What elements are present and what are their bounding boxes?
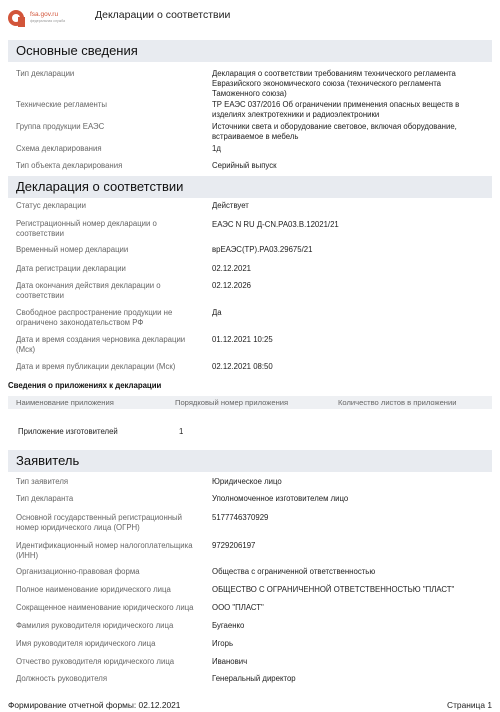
attachments-heading: Сведения о приложениях к декларации — [8, 381, 162, 390]
value-product-group: Источники света и оборудование световое, включая оборудование, встраиваемое в мебель — [212, 122, 457, 141]
label-short-name: Сокращенное наименование юридического лица — [16, 603, 194, 612]
value-applicant-type: Юридическое лицо — [212, 477, 282, 486]
value-published: 02.12.2021 08:50 — [212, 362, 273, 371]
label-head-surname: Фамилия руководителя юридического лица — [16, 621, 174, 630]
value-head-patronymic: Иванович — [212, 657, 248, 666]
value-reg-date: 02.12.2021 — [212, 264, 252, 273]
value-declaration-type: Декларация о соответствии требованиям технического регламента Евразийского экономического союза (технического регламента Таможенного союза) — [212, 69, 456, 98]
attachment-name: Приложение изготовителей — [18, 427, 118, 436]
label-applicant-type: Тип заявителя — [16, 477, 69, 486]
value-legal-form: Общества с ограниченной ответственностью — [212, 567, 376, 576]
report-generated-date: Формирование отчетной формы: 02.12.2021 — [8, 700, 181, 710]
label-free-distribution: Свободное распространение продукции не ограничено законодательством РФ — [16, 308, 173, 327]
value-tech-regulations: ТР ЕАЭС 037/2016 Об ограничении применения опасных веществ в изделиях электротехники и радиоэлектроники — [212, 100, 460, 119]
label-head-position: Должность руководителя — [16, 674, 108, 683]
value-short-name: ООО "ПЛАСТ" — [212, 603, 264, 612]
section-basic-heading: Основные сведения — [16, 43, 138, 58]
value-inn: 9729206197 — [212, 541, 256, 550]
value-head-surname: Бугаенко — [212, 621, 245, 630]
fsa-logo[interactable] — [6, 6, 86, 32]
page-number: Страница 1 — [447, 700, 492, 710]
value-status: Действует — [212, 201, 249, 210]
label-head-name: Имя руководителя юридического лица — [16, 639, 156, 648]
label-temp-number: Временный номер декларации — [16, 245, 129, 254]
logo-text: fsa.gov.ru — [30, 11, 59, 18]
label-scheme: Схема декларирования — [16, 144, 102, 153]
value-object-type: Серийный выпуск — [212, 161, 277, 170]
value-reg-number: ЕАЭС N RU Д-CN.РА03.В.12021/21 — [212, 220, 339, 229]
label-declaration-type: Тип декларации — [16, 69, 75, 78]
document-title: Декларации о соответствии — [95, 9, 231, 21]
label-reg-number: Регистрационный номер декларации о соответствии — [16, 219, 157, 238]
section-applicant — [8, 450, 492, 472]
value-full-name: ОБЩЕСТВО С ОГРАНИЧЕННОЙ ОТВЕТСТВЕННОСТЬЮ "ПЛАСТ" — [212, 585, 455, 594]
value-scheme: 1д — [212, 144, 221, 153]
column-header-name: Наименование приложения — [16, 398, 114, 407]
attachment-number: 1 — [179, 427, 184, 436]
label-legal-form: Организационно-правовая форма — [16, 567, 140, 576]
value-free-distribution: Да — [212, 308, 222, 317]
label-object-type: Тип объекта декларирования — [16, 161, 123, 170]
value-temp-number: врЕАЭС(TP).PA03.29675/21 — [212, 245, 313, 254]
label-ogrn: Основной государственный регистрационный номер юридического лица (ОГРН) — [16, 513, 183, 532]
label-inn: Идентификационный номер налогоплательщика (ИНН) — [16, 541, 193, 560]
label-full-name: Полное наименование юридического лица — [16, 585, 171, 594]
label-draft-created: Дата и время создания черновика декларации (Мск) — [16, 335, 186, 354]
logo-subtext: федеральная служба — [30, 19, 66, 23]
label-product-group: Группа продукции ЕАЭС — [16, 122, 105, 131]
column-header-sheets: Количество листов в приложении — [338, 398, 457, 407]
column-header-number: Порядковый номер приложения — [175, 398, 289, 407]
section-applicant-heading: Заявитель — [16, 453, 80, 468]
value-head-name: Игорь — [212, 639, 234, 648]
label-status: Статус декларации — [16, 201, 86, 210]
value-ogrn: 5177746370929 — [212, 513, 269, 522]
label-declarant-type: Тип декларанта — [16, 494, 74, 503]
label-expiry-date: Дата окончания действия декларации о соответствии — [16, 281, 161, 300]
table-row — [8, 425, 492, 439]
section-declaration — [8, 176, 492, 198]
label-head-patronymic: Отчество руководителя юридического лица — [16, 657, 175, 666]
value-declarant-type: Уполномоченное изготовителем лицо — [212, 494, 349, 503]
value-head-position: Генеральный директор — [212, 674, 296, 683]
attachments-table-header — [8, 396, 492, 409]
value-expiry-date: 02.12.2026 — [212, 281, 252, 290]
section-basic — [8, 40, 492, 62]
label-tech-regulations: Технические регламенты — [16, 100, 108, 109]
section-declaration-heading: Декларация о соответствии — [16, 179, 184, 194]
label-published: Дата и время публикации декларации (Мск) — [16, 362, 176, 371]
label-reg-date: Дата регистрации декларации — [16, 264, 126, 273]
value-draft-created: 01.12.2021 10:25 — [212, 335, 273, 344]
